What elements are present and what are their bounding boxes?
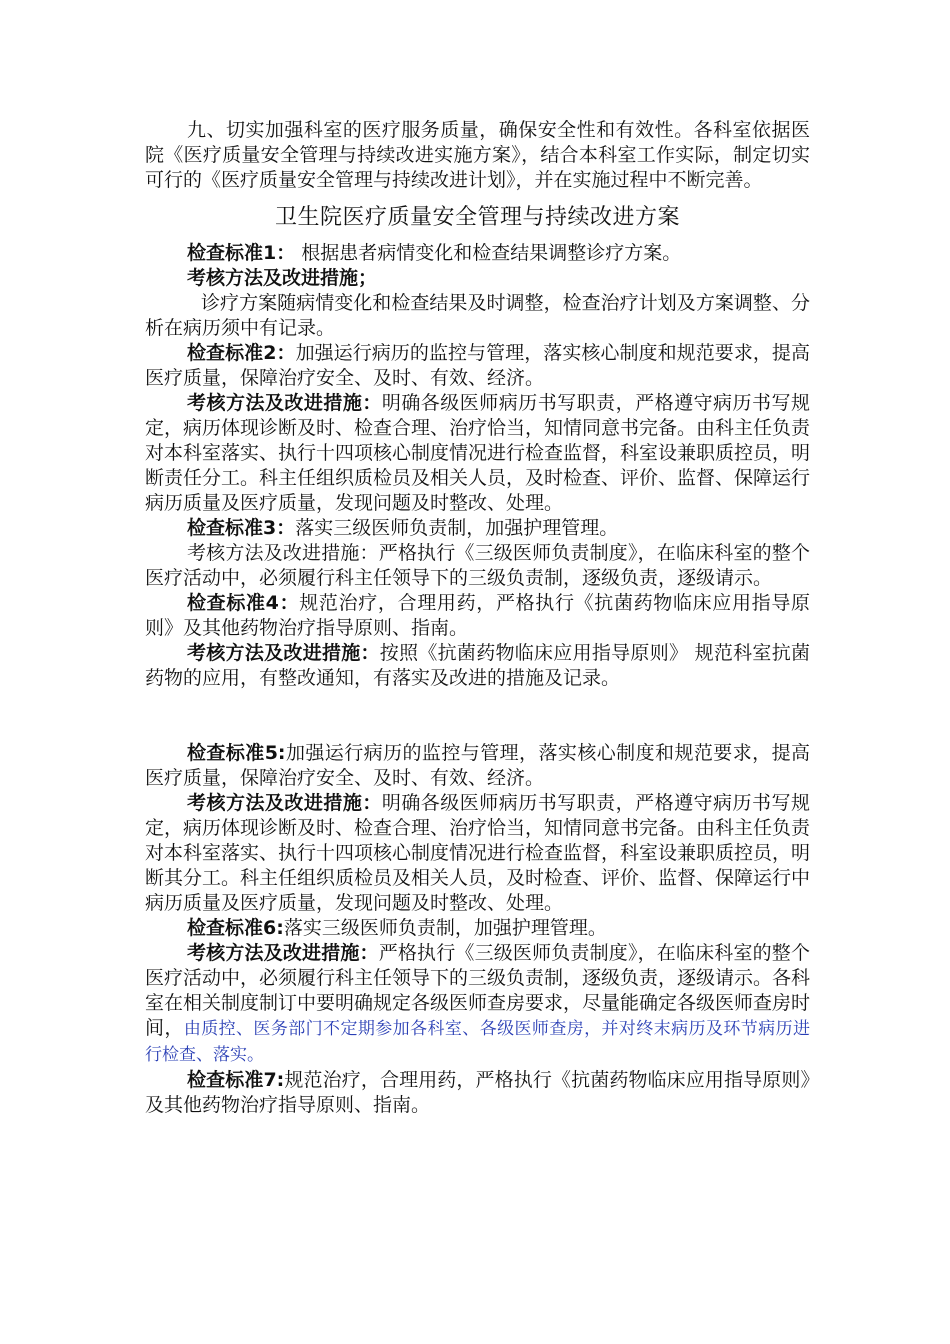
method-3-text: 考核方法及改进措施：严格执行《三级医师负责制度》，在临床科室的整个医疗活动中，必须履行科主任领导下的三级负责制，逐级负责，逐级请示。: [145, 542, 810, 589]
standard-6-text: 落实三级医师负责制，加强护理管理。: [283, 917, 607, 939]
standard-2: [145, 341, 810, 391]
section-gap: [145, 691, 810, 741]
document-title: 卫生院医疗质量安全管理与持续改进方案: [274, 205, 680, 230]
method-6: [145, 941, 810, 1068]
method-2-text: 明确各级医师病历书写职责，严格遵守病历书写规定，病历体现诊断及时、检查合理、治疗恰当，知情同意书完备。由科主任负责对本科室落实、执行十四项核心制度情况进行检查监督，科室设兼职质控员，明断责任分工。科主任组织质检员及相关人员，及时检查、评价、监督、保障运行病历质量及医疗质量，发现问题及时整改、处理。: [145, 392, 811, 514]
standard-2-label: 检查标准2：: [187, 342, 296, 364]
standard-5-text: 加强运行病历的监控与管理，落实核心制度和规范要求，提高医疗质量，保障治疗安全、及时、有效、经济。: [145, 742, 810, 789]
standard-4: [145, 591, 810, 641]
method-2: [145, 391, 810, 516]
standard-1: [145, 241, 810, 266]
standard-7: [145, 1068, 810, 1118]
method-2-label: 考核方法及改进措施：: [187, 392, 382, 414]
intro-paragraph: 九、切实加强科室的医疗服务质量，确保安全性和有效性。各科室依据医院《医疗质量安全管理与持续改进实施方案》，结合本科室工作实际，制定切实可行的《医疗质量安全管理与持续改进计划》，并在实施过程中不断完善。: [145, 119, 810, 191]
standard-5-label: 检查标准5:: [187, 742, 286, 764]
method-6-text: 严格执行《三级医师负责制度》，在临床科室的整个医疗活动中，必须履行科主任领导下的三级负责制，逐级负责，逐级请示。各科室在相关制度制订中要明确规定各级医师查房要求，尽量能确定各级医师查房时间，: [145, 942, 811, 1039]
standard-7-label: 检查标准7:: [187, 1069, 285, 1091]
standard-1-text: 根据患者病情变化和检查结果调整诊疗方案。: [295, 242, 682, 264]
standard-1-label: 检查标准1：: [187, 242, 296, 264]
method-4-text: 按照《抗菌药物临床应用指导原则》 规范科室抗菌药物的应用，有整改通知，有落实及改进的措施及记录。: [145, 642, 810, 689]
method-5-text: 明确各级医师病历书写职责，严格遵守病历书写规定，病历体现诊断及时、检查合理、治疗恰当，知情同意书完备。由科主任负责对本科室落实、执行十四项核心制度情况进行检查监督，科室设兼职质控员，明断其分工。科主任组织质检员及相关人员，及时检查、评价、监督、保障运行中病历质量及医疗质量，发现问题及时整改、处理。: [145, 792, 811, 914]
standard-4-text: 规范治疗，合理用药，严格执行《抗菌药物临床应用指导原则》及其他药物治疗指导原则、指南。: [145, 592, 810, 639]
standard-6: [145, 916, 810, 941]
standard-7-text: 规范治疗，合理用药，严格执行《抗菌药物临床应用指导原则》及其他药物治疗指导原则、指南。: [145, 1069, 810, 1116]
method-4-label: 考核方法及改进措施：: [187, 642, 380, 664]
method-1-heading: [145, 266, 810, 291]
method-1-text: 诊疗方案随病情变化和检查结果及时调整，检查治疗计划及方案调整、分析在病历须中有记录。: [145, 292, 810, 339]
standard-3: [145, 516, 810, 541]
method-1-label: 考核方法及改进措施；: [187, 267, 378, 289]
standard-3-label: 检查标准3：: [187, 517, 296, 539]
standard-5: [145, 741, 810, 791]
document-page: [145, 118, 810, 1118]
method-4: [145, 641, 810, 691]
standard-4-label: 检查标准4：: [187, 592, 300, 614]
standard-6-label: 检查标准6:: [187, 917, 284, 939]
standard-2-text: 加强运行病历的监控与管理，落实核心制度和规范要求，提高医疗质量，保障治疗安全、及时、有效、经济。: [145, 342, 810, 389]
method-5-label: 考核方法及改进措施：: [187, 792, 382, 814]
method-6-highlight: 由质控、医务部门不定期参加各科室、各级医师查房，并对终末病历及环节病历进行检查、落实。: [145, 1019, 810, 1065]
standard-3-text: 落实三级医师负责制，加强护理管理。: [295, 517, 619, 539]
method-5: [145, 791, 810, 916]
method-6-label: 考核方法及改进措施：: [187, 942, 379, 964]
